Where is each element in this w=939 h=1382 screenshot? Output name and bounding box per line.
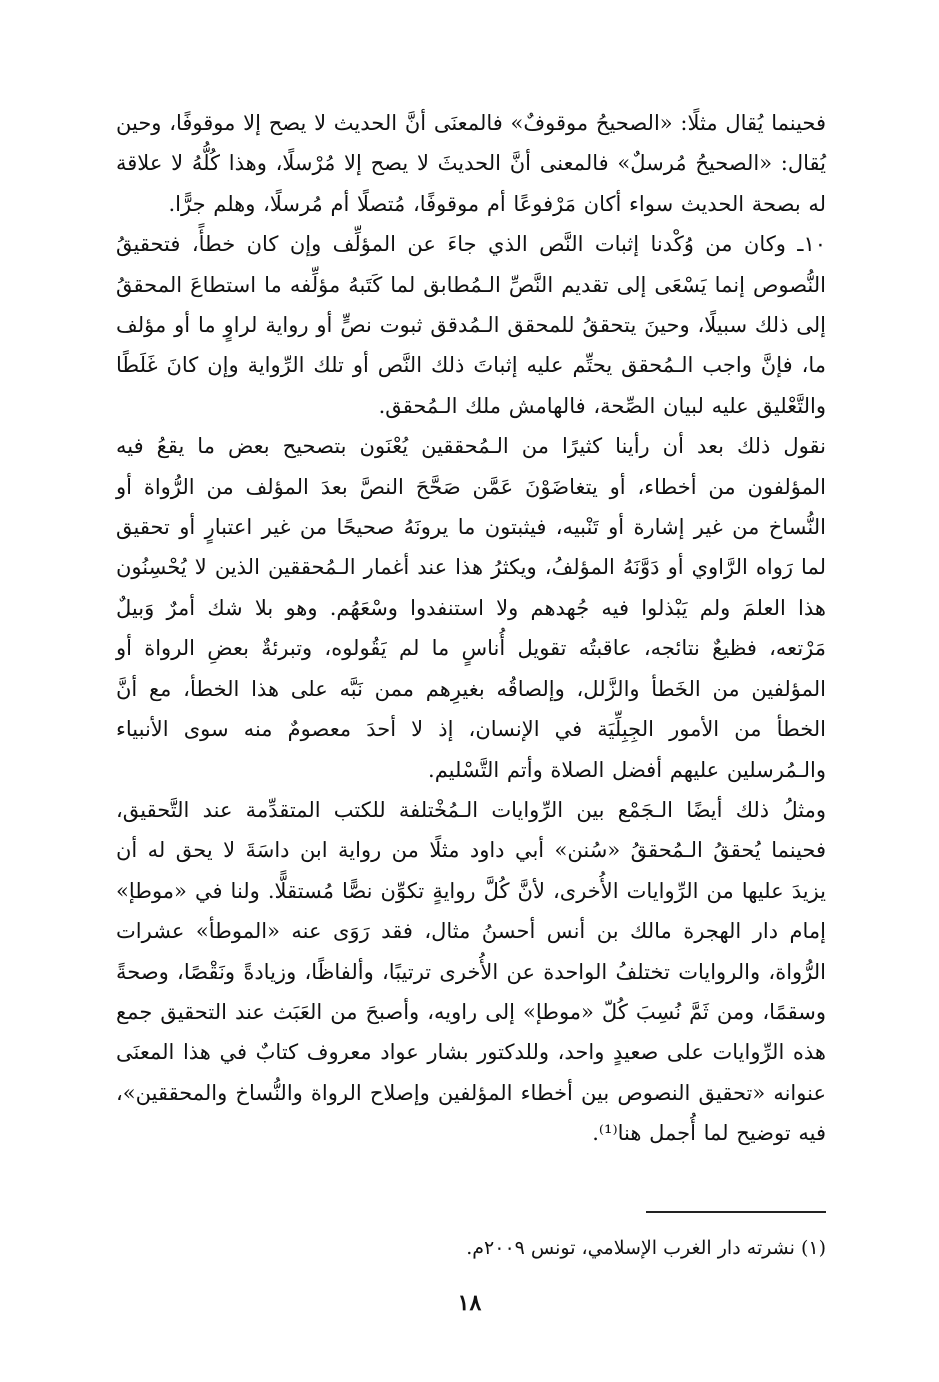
page-number: ١٨ <box>457 1290 482 1316</box>
paragraph-2: ١٠ـ وكان من وُكْدنا إثبات النَّص الذي جاءَ عن المؤلِّف وإن كان خطأً، فتحقيقُ النُّصوص إنما يَسْعَى إلى تقديم النَّصِّ الـمُطابق لما كَتَبهُ مؤلِّفه ما استطاعَ المحققُ إلى ذلك سبيلًا، وحينَ يتحققُ للمحقق الـمُدقق ثبوت نصٍّ أو رواية لراوٍ ما أو مؤلف ما، فإنَّ واجب الـمُحقق يحتِّم عليه إثباتَ ذلك النَّص أو تلك الرِّواية وإن كانَ غَلَطًا والتَّعْليق عليه لبيان الصِّحة، فالهامش ملك الـمُحقق. <box>116 232 826 418</box>
page-body <box>116 103 826 1259</box>
footnote-divider <box>646 1211 826 1213</box>
footnote: (١) نشرته دار الغرب الإسلامي، تونس ٢٠٠٩م. <box>466 1237 826 1259</box>
paragraph-4: ومثلُ ذلك أيضًا الـجَمْع بين الرِّوايات الـمُخْتلفة للكتب المتقدِّمة عند التَّحقيق، فحينما يُحققُ الـمُحققُ «سُنن» أبي داود مثلًا من رواية ابن داسَةَ لا يحق له أن يزيدَ عليها من الرِّوايات الأُخرى، لأنَّ كُلَّ روايةٍ تكوِّن نصًّا مُستقلًّا. ولنا في «موطإ» إمام دار الهجرة مالك بن أنس أحسنُ مثال، فقد رَوَى عنه «الموطأ» عشرات الرُّواة، والروايات تختلفُ الواحدة عن الأُخرى ترتيبًا، وألفاظًا، وزيادةً ونَقْصًا، وصحةً وسقمًا، ومن ثَمَّ نُسِبَ كُلّ «موطإ» إلى راويه، وأصبحَ من العَبَث عند التحقيق جمع هذه الرِّوايات على صعيدٍ واحد، وللدكتور بشار عواد معروف كتابٌ في هذا المعنَى عنوانه «تحقيق النصوص بين أخطاء المؤلفين وإصلاح الرواة والنُّساخ والمحققين»، فيه توضيح لما أُجمل هنا⁽¹⁾. <box>116 797 826 1146</box>
paragraph-1: فحينما يُقال مثلًا: «الصحيحُ موقوفٌ» فالمعنَى أنَّ الحديث لا يصح إلا موقوفًا، وحين يُقال: «الصحيحُ مُرسلٌ» فالمعنى أنَّ الحديثَ لا يصح إلا مُرْسلًا، وهذا كُلُّهُ لا علاقة له بصحة الحديث سواء أكان مَرْفوعًا أم موقوفًا، مُتصلًا أم مُرسلًا، وهلم جرًّا. <box>116 111 826 216</box>
paragraph-3: نقول ذلك بعد أن رأينا كثيرًا من الـمُحققين يُعْنَون بتصحيح بعض ما يقعُ فيه المؤلفون من أخطاء، أو يتغاضَوْنَ عَمَّن صَحَّحَ النصَّ بعدَ المؤلف من الرُّواة أو النُّساخ من غير إشارة أو تَنْبيه، فيثبتون ما يرونَهُ صحيحًا من غير اعتبارٍ أو تحقيق لما رَواه الرَّاوي أو دَوَّنَهُ المؤلفُ، ويكثرُ هذا عند أغمار الـمُحققين الذين لا يُحْسِنُون هذا العلمَ ولم يَبْذلوا فيه جُهدهم ولا استنفدوا وسْعَهُم. وهو بلا شك أمرٌ وَبيلٌ مَرْتعه، فظيعٌ نتائجه، عاقبتُه تقويل أُناسٍ ما لم يَقُولوه، وتبرئةٌ بعضِ الرواة أو المؤلفين من الخَطأ والزَّلل، وإلصاقُه بغيرِهم ممن نَبَّه على هذا الخطأ، مع أنَّ الخطأ من الأمور الجِبِلِّيَة في الإنسان، إذ لا أحدَ معصومٌ منه سوى الأنبياء والـمُرسلين عليهم أفضل الصلاة وأتم التَّسْليم. <box>116 434 826 782</box>
